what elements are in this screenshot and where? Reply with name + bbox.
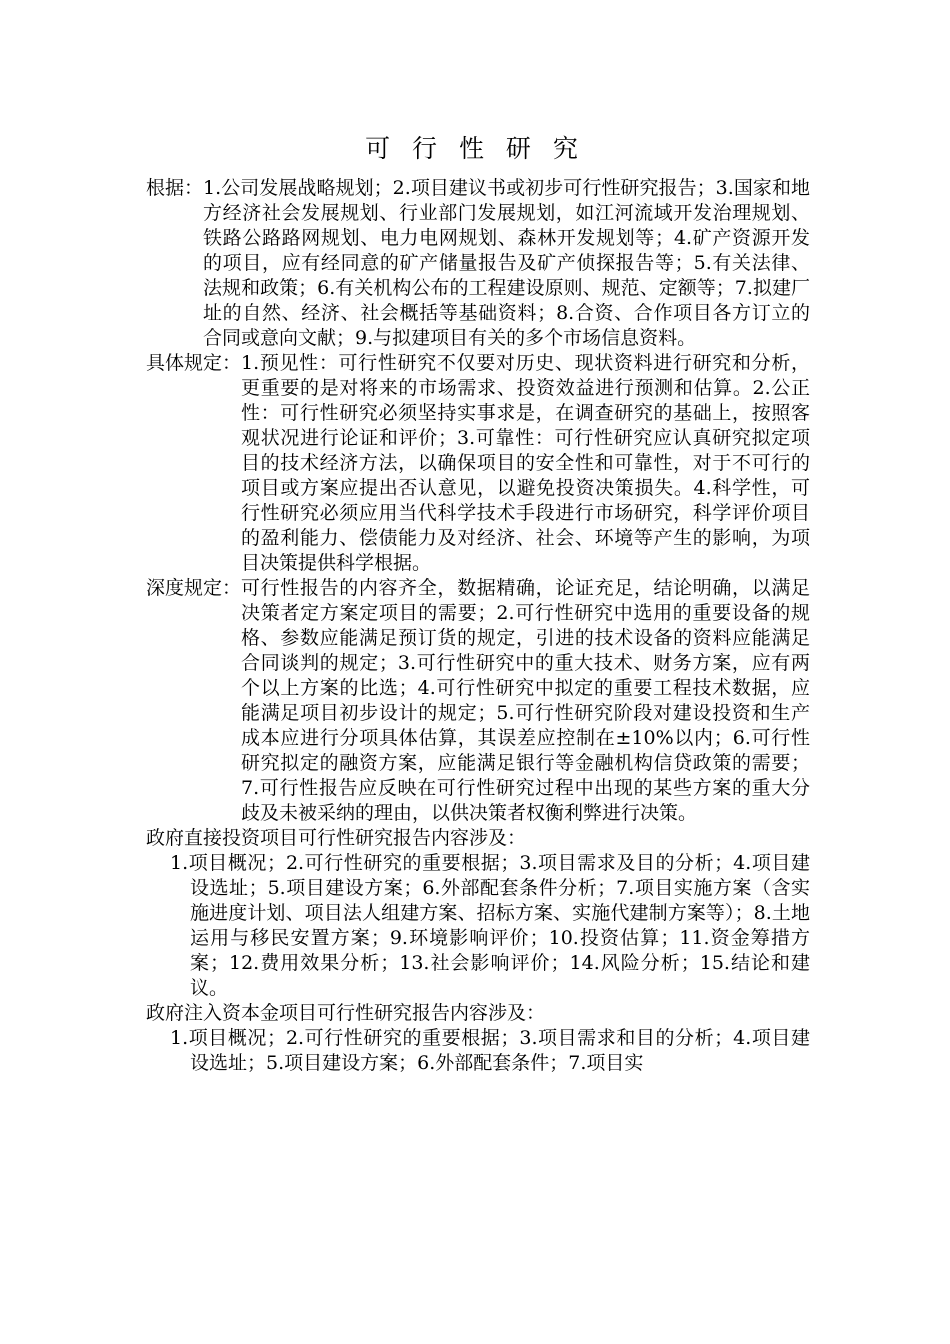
document-body [146,176,810,1076]
section-depth-requirements [146,576,810,826]
gov-capital-list: 1.项目概况；2.可行性研究的重要根据；3.项目需求和目的分析；4.项目建设选址；5.项目建设方案；6.外部配套条件；7.项目实 [170,1027,810,1074]
section-depth-requirements-text: 可行性报告的内容齐全，数据精确，论证充足，结论明确，以满足决策者定方案定项目的需要；2.可行性研究中选用的重要设备的规格、参数应能满足预订货的规定，引进的技术设备的资料应能满足合同谈判的规定；3.可行性研究中的重大技术、财务方案，应有两个以上方案的比选；4.可行性研究中拟定的重要工程技术数据，应能满足项目初步设计的规定；5.可行性研究阶段对建设投资和生产成本应进行分项具体估算，其误差应控制在±10%以内；6.可行性研究拟定的融资方案，应能满足银行等金融机构信贷政策的需要；7.可行性报告应反映在可行性研究过程中出现的某些方案的重大分歧及未被采纳的理由，以供决策者权衡利弊进行决策。 [241,577,810,824]
section-basis-label: 根据： [146,177,204,199]
section-specific-requirements [146,351,810,576]
gov-capital-heading: 政府注入资本金项目可行性研究报告内容涉及： [146,1002,546,1024]
section-depth-requirements-label: 深度规定： [146,577,242,599]
document-title: 可 行 性 研 究 [365,134,585,163]
section-specific-requirements-label: 具体规定： [146,352,242,374]
gov-direct-heading: 政府直接投资项目可行性研究报告内容涉及： [146,827,527,849]
gov-direct-list: 1.项目概况；2.可行性研究的重要根据；3.项目需求及目的分析；4.项目建设选址；5.项目建设方案；6.外部配套条件分析；7.项目实施方案（含实施进度计划、项目法人组建方案、招标方案、实施代建制方案等）；8.土地运用与移民安置方案；9.环境影响评价；10.投资估算；11.资金筹措方案；12.费用效果分析；13.社会影响评价；14.风险分析；15.结论和建议。 [170,852,810,999]
section-basis-text: 1.公司发展战略规划；2.项目建议书或初步可行性研究报告；3.国家和地方经济社会发展规划、行业部门发展规划，如江河流域开发治理规划、铁路公路路网规划、电力电网规划、森林开发规划等；4.矿产资源开发的项目，应有经同意的矿产储量报告及矿产侦探报告等；5.有关法律、法规和政策；6.有关机构公布的工程建设原则、规范、定额等；7.拟建厂址的自然、经济、社会概括等基础资料；8.合资、合作项目各方订立的合同或意向文献；9.与拟建项目有关的多个市场信息资料。 [203,177,810,349]
section-basis [146,176,810,351]
section-specific-requirements-text: 1.预见性：可行性研究不仅要对历史、现状资料进行研究和分析，更重要的是对将来的市场需求、投资效益进行预测和估算。2.公正性：可行性研究必须坚持实事求是，在调查研究的基础上，按照客观状况进行论证和评价；3.可靠性：可行性研究应认真研究拟定项目的技术经济方法，以确保项目的安全性和可靠性，对于不可行的项目或方案应提出否认意见，以避免投资决策损失。4.科学性，可行性研究必须应用当代科学技术手段进行市场研究，科学评价项目的盈利能力、偿债能力及对经济、社会、环境等产生的影响，为项目决策提供科学根据。 [241,352,810,574]
